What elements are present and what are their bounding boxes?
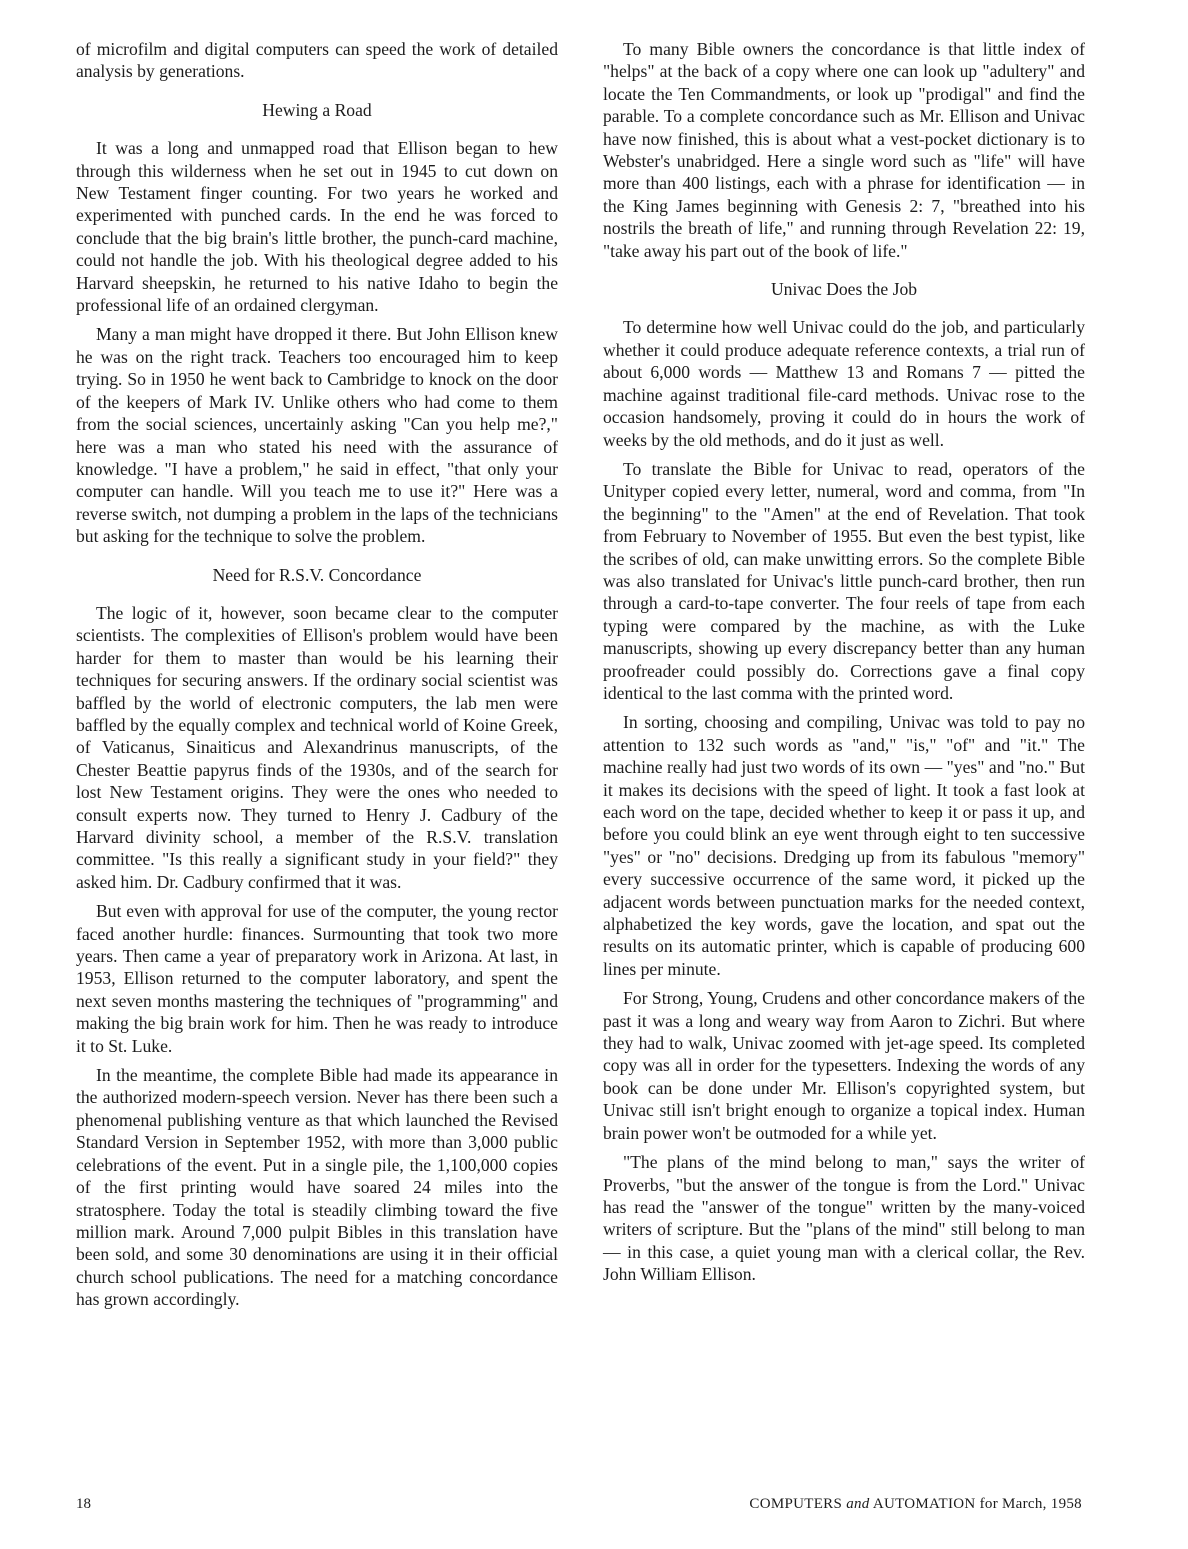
- publication-issue: AUTOMATION for March, 1958: [872, 1496, 1082, 1512]
- paragraph: To translate the Bible for Univac to read, operators of the Unityper copied every letter, numeral, word and comma, from "In the beginning" to the "Amen" at the end of Revelation. That took from February to November of 1955. But even the best typist, like the scribes of old, can make unwitting errors. So the complete Bible was also translated for Univac's little punch-card brother, then run through a card-to-tape converter. The four reels of tape from each typing were compared by the machine, as with the Luke manuscripts, showing up every discrepancy better than any human proofreader could possibly do. Corrections gave a final copy identical to the last comma with the printed word.: [603, 458, 1085, 703]
- paragraph: It was a long and unmapped road that Ellison began to hew through this wilderness when he set out in 1945 to cut down on New Testament finger counting. For two years he worked and experimented with punched cards. In the end he was forced to conclude that the big brain's little brother, the punch-card machine, could not handle the job. With his theological degree added to his Harvard sheepskin, he returned to his native Idaho to begin the professional life of an ordained clergyman.: [76, 138, 558, 316]
- paragraph: Many a man might have dropped it there. But John Ellison knew he was on the right track. Teachers too encouraged him to keep trying. So in 1950 he went back to Cambridge to knock on the door of the keepers of Mark IV. Unlike others who had come to them from the social sciences, uncertainly asking "Can you help me?," here was a man who stated his need with the assurance of knowledge. "I have a problem," he said in effect, "that only your computer can handle. Will you teach me to use it?" Here was a reverse switch, not dumping a problem in the laps of the technicians but asking for the technique to solve the problem.: [76, 324, 558, 547]
- paragraph: of microfilm and digital computers can speed the work of detailed analysis by generations.: [76, 39, 558, 82]
- page-number: 18: [76, 1496, 91, 1512]
- running-footer: [749, 1494, 1082, 1514]
- right-column: [603, 38, 1085, 1293]
- paragraph: But even with approval for use of the computer, the young rector faced another hurdle: finances. Surmounting that took two more years. Then came a year of preparatory work in Arizona. At last, in 1953, Ellison returned to the computer laboratory, and spent the next seven months mastering the techniques of "programming" and making the big brain work for him. Then he was ready to introduce it to St. Luke.: [76, 901, 558, 1056]
- publication-name-and: and: [846, 1496, 870, 1512]
- left-column: [76, 38, 558, 1318]
- section-heading-hewing-a-road: Hewing a Road: [262, 99, 372, 120]
- paragraph: The logic of it, however, soon became clear to the computer scientists. The complexities of Ellison's problem would have been harder for them to master than would be his learning their techniques for securing answers. If the ordinary social scientist was baffled by the world of electronic computers, the lab men were baffled by the equally complex and technical world of Koine Greek, of Vaticanus, Sinaiticus and Alexandrinus manuscripts, of the Chester Beattie papyrus finds of the 1930s, and of the search for lost New Testament origins. They were the ones who needed to consult experts now. They turned to Henry J. Cadbury of the Harvard divinity school, a member of the R.S.V. translation committee. "Is this really a significant study in your field?" they asked him. Dr. Cadbury confirmed that it was.: [76, 602, 558, 892]
- paragraph: To many Bible owners the concordance is that little index of "helps" at the back of a copy where one can look up "adultery" and locate the Ten Commandments, or look up "prodigal" and find the parable. To a complete concordance such as Mr. Ellison and Univac have now finished, this is about what a vest-pocket dictionary is to Webster's unabridged. Here a single word such as "life" will have more than 400 listings, each with a phrase for identification — in the King James beginning with Genesis 2: 7, "breathed into his nostrils the breath of life," and running through Revelation 22: 19, "take away his part out of the book of life.": [603, 39, 1085, 261]
- paragraph: In the meantime, the complete Bible had made its appearance in the authorized modern-speech version. Never has there been such a phenomenal publishing venture as that which launched the Revised Standard Version in September 1952, with more than 3,000 public celebrations of the event. Put in a single pile, the 1,100,000 copies of the first printing would have soared 24 miles into the stratosphere. Today the total is steadily climbing toward the five million mark. Around 7,000 pulpit Bibles in this translation have been sold, and some 30 denominations are using it in their official church school publications. The need for a matching concordance has grown accordingly.: [76, 1065, 558, 1310]
- section-heading-univac-does-the-job: Univac Does the Job: [770, 279, 918, 300]
- publication-name-part: COMPUTERS: [749, 1496, 843, 1512]
- paragraph: For Strong, Young, Crudens and other concordance makers of the past it was a long and weary way from Aaron to Zichri. But where they had to walk, Univac zoomed with jet-age speed. Its completed copy was all in order for the typesetters. Indexing the words of any book can be done under Mr. Ellison's copyrighted system, but Univac still isn't bright enough to organize a topical index. Human brain power won't be outmoded for a while yet.: [603, 988, 1085, 1143]
- paragraph: In sorting, choosing and compiling, Univac was told to pay no attention to 132 such words as "and," "is," "of" and "it." The machine really had just two words of its own — "yes" and "no." But it makes its decisions with the speed of light. It took a fast look at each word on the tape, decided whether to keep it or pass it up, and before you could blink an eye went through eight to ten successive "yes" or "no" decisions. Dredging up from its fabulous "memory" every successive occurrence of the same word, it picked up the adjacent words between punctuation marks for the needed context, alphabetized the key words, gave the location, and spat out the results on its automatic printer, which is capable of producing 600 lines per minute.: [603, 712, 1085, 979]
- section-heading-need-for-rsv-concordance: Need for R.S.V. Concordance: [212, 564, 422, 585]
- paragraph: "The plans of the mind belong to man," says the writer of Proverbs, "but the answer of the tongue is from the Lord." Univac has read the "answer of the tongue" written by the many-voiced writers of scripture. But the "plans of the mind" still belong to man — in this case, a quiet young man with a clerical collar, the Rev. John William Ellison.: [603, 1152, 1085, 1285]
- paragraph: To determine how well Univac could do the job, and particularly whether it could produce adequate reference contexts, a trial run of about 6,000 words — Matthew 13 and Romans 7 — pitted the machine against traditional file-card methods. Univac rose to the occasion handsomely, proving it could do in hours the work of weeks by the old methods, and do it just as well.: [603, 317, 1085, 450]
